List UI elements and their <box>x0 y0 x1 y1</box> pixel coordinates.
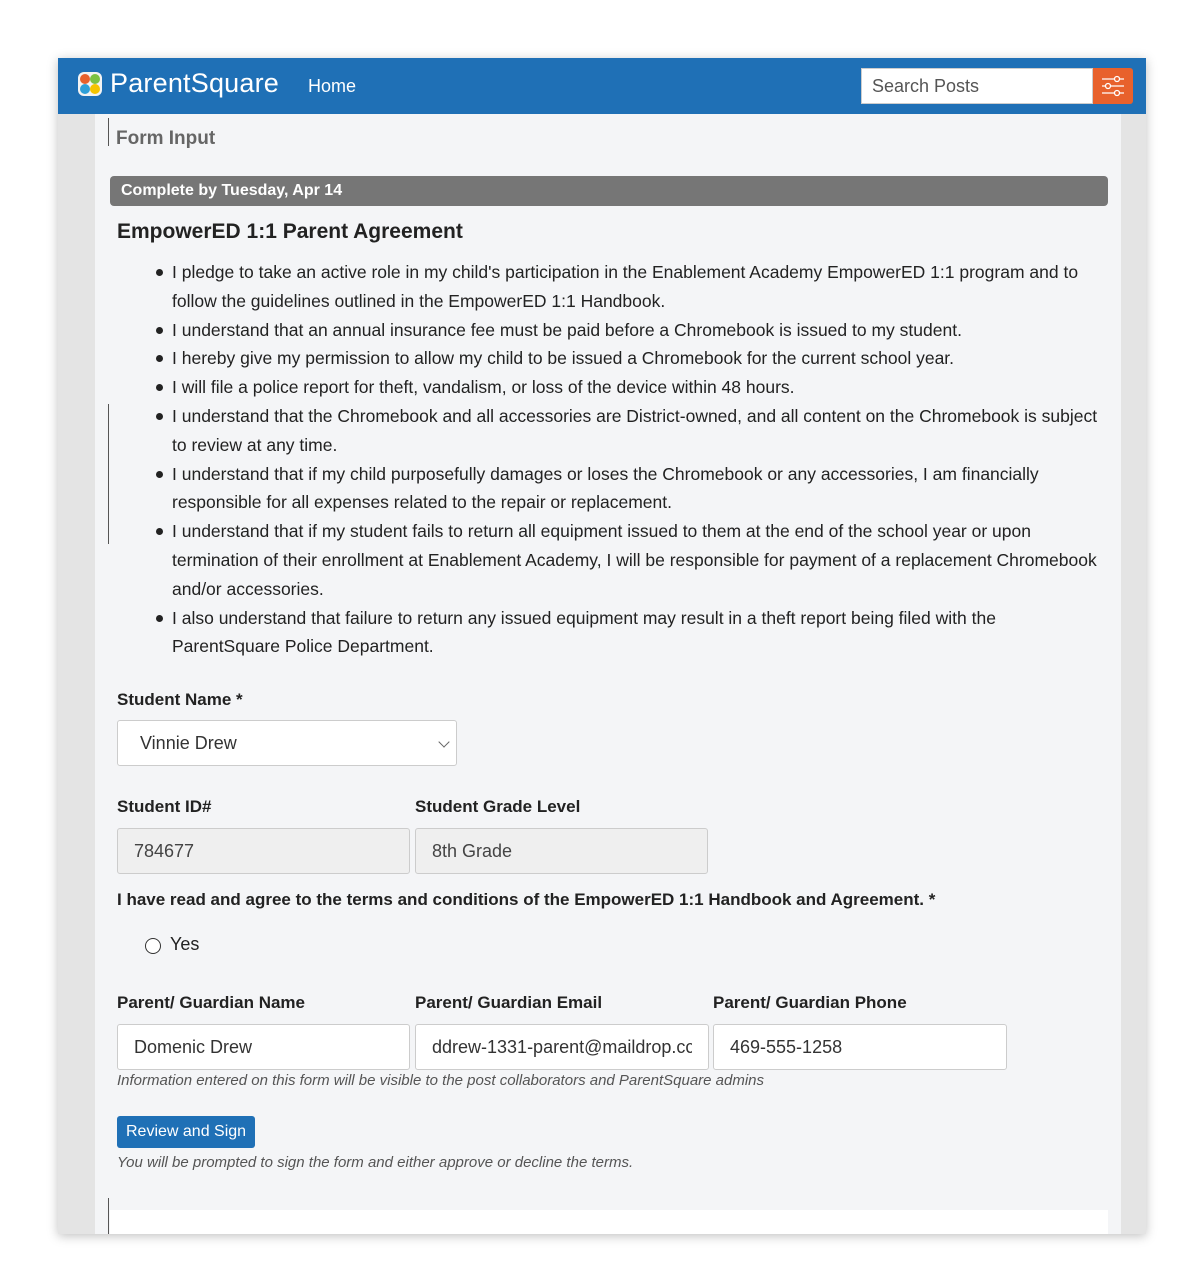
term-item: I will file a police report for theft, vandalism, or loss of the device within 48 hours. <box>172 373 1102 402</box>
logo-dot-orange <box>80 74 90 84</box>
parent-name-label: Parent/ Guardian Name <box>117 993 306 1012</box>
student-name-selected-value: Vinnie Drew <box>140 733 237 753</box>
agree-yes-label[interactable]: Yes <box>170 934 200 954</box>
logo-dot-yellow <box>90 84 100 94</box>
review-and-sign-button[interactable]: Review and Sign <box>117 1116 255 1148</box>
due-date-banner: Complete by Tuesday, Apr 14 <box>110 176 1108 206</box>
brand-name[interactable]: ParentSquare <box>110 68 280 98</box>
left-edge-line <box>108 118 109 146</box>
form-title: EmpowerED 1:1 Parent Agreement <box>117 220 463 243</box>
student-id-label: Student ID# <box>117 797 212 816</box>
search-filter-button[interactable] <box>1093 68 1133 104</box>
parent-email-field[interactable] <box>415 1024 709 1070</box>
parentsquare-logo-icon[interactable] <box>78 72 102 96</box>
term-item: I understand that if my student fails to return all equipment issued to them at the end of the school year or upon termination of their enrollment at Enablement Academy, I will be responsible for payment of a replacement Chromebook and/or accessories. <box>172 517 1102 603</box>
term-item: I pledge to take an active role in my child's participation in the Enablement Academy EmpowerED 1:1 program and to follow the guidelines outlined in the EmpowerED 1:1 Handbook. <box>172 258 1102 316</box>
logo-dot-blue <box>80 84 90 94</box>
visibility-note: Information entered on this form will be visible to the post collaborators and ParentSquare admins <box>117 1072 765 1089</box>
browser-window <box>58 58 1146 1234</box>
search-posts-input[interactable] <box>861 68 1093 104</box>
top-navbar <box>58 58 1146 114</box>
student-name-select[interactable] <box>117 720 457 766</box>
term-item: I understand that an annual insurance fee must be paid before a Chromebook is issued to my student. <box>172 316 1102 345</box>
parent-phone-label: Parent/ Guardian Phone <box>713 993 907 1012</box>
term-item: I also understand that failure to return any issued equipment may result in a theft report being filed with the ParentSquare Police Department. <box>172 604 1102 662</box>
nav-home-link[interactable]: Home <box>308 76 357 96</box>
section-title: Form Input <box>116 128 216 149</box>
left-edge-line <box>108 404 109 544</box>
sliders-icon <box>1093 68 1133 104</box>
parent-phone-field[interactable] <box>713 1024 1007 1070</box>
grade-level-label: Student Grade Level <box>415 797 581 816</box>
sign-prompt-note: You will be prompted to sign the form and either approve or decline the terms. <box>117 1154 634 1171</box>
parent-name-field[interactable] <box>117 1024 410 1070</box>
term-item: I understand that if my child purposefully damages or loses the Chromebook or any accessories, I am financially responsible for all expenses related to the repair or replacement. <box>172 460 1102 518</box>
main-content <box>95 114 1121 1234</box>
next-card <box>110 1210 1108 1234</box>
logo-dot-green <box>90 74 100 84</box>
grade-level-field <box>415 828 708 874</box>
term-item: I hereby give my permission to allow my child to be issued a Chromebook for the current school year. <box>172 344 1102 373</box>
terms-list <box>172 258 1102 661</box>
student-id-field <box>117 828 410 874</box>
agree-yes-radio[interactable] <box>145 938 161 954</box>
left-edge-line <box>108 1198 109 1234</box>
parent-email-label: Parent/ Guardian Email <box>415 993 603 1012</box>
term-item: I understand that the Chromebook and all accessories are District-owned, and all content on the Chromebook is subject to review at any time. <box>172 402 1102 460</box>
agreement-question-label: I have read and agree to the terms and conditions of the EmpowerED 1:1 Handbook and Agreement. * <box>117 890 936 909</box>
chevron-down-icon <box>438 736 449 747</box>
student-name-label: Student Name * <box>117 690 243 709</box>
